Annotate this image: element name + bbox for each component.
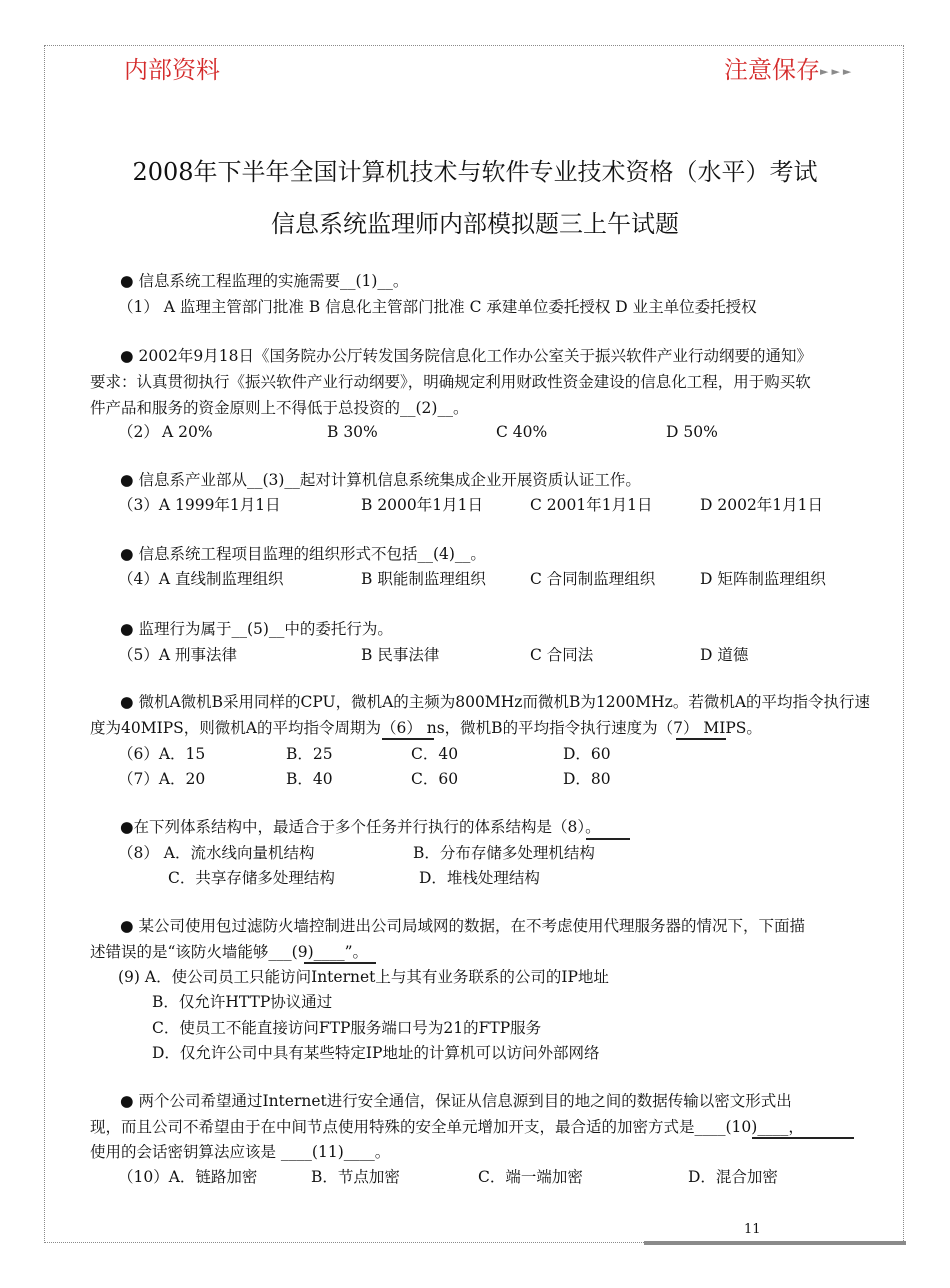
header-internal-label: 内部资料 [124, 56, 220, 84]
page-number: 11 [744, 1222, 761, 1237]
q8-option-d: D．堆栈处理结构 [419, 869, 540, 887]
q4-stem: ● 信息系统工程项目监理的组织形式不包括__(4)__。 [120, 545, 486, 563]
q5-stem: ● 监理行为属于__(5)__中的委托行为。 [120, 620, 393, 638]
footer-bar [644, 1241, 906, 1245]
page-title: 2008年下半年全国计算机技术与软件专业技术资格（水平）考试 [132, 158, 818, 186]
q9-option-d: D．仅允许公司中具有某些特定IP地址的计算机可以访问外部网络 [152, 1044, 600, 1062]
q1-stem: ● 信息系统工程监理的实施需要__(1)__。 [120, 272, 409, 290]
q9-option-c: C．使员工不能直接访问FTP服务端口号为21的FTP服务 [152, 1019, 542, 1037]
q9-stem-line1: ● 某公司使用包过滤防火墙控制进出公司局域网的数据，在不考虑使用代理服务器的情况下，下面描 [120, 917, 805, 935]
q7-option-d: D．80 [563, 770, 611, 788]
q3-option-a: （3）A 1999年1月1日 [118, 496, 281, 514]
q6-stem-line2: 度为40MIPS，则微机A的平均指令周期为（6） ns，微机B的平均指令执行速度为（7） MIPS。 [90, 719, 762, 737]
triangle-arrows-icon: ►►► [820, 65, 855, 78]
page-subtitle: 信息系统监理师内部模拟题三上午试题 [271, 210, 679, 238]
q8-option-c: C．共享存储多处理结构 [168, 869, 335, 887]
q10-option-c: C．端一端加密 [478, 1168, 583, 1186]
answer-blank-10 [752, 1137, 854, 1139]
q7-option-c: C．60 [411, 770, 459, 788]
q2-option-c: C 40% [496, 423, 548, 441]
q6-option-c: C．40 [411, 745, 459, 763]
q2-label: （2） [118, 423, 159, 441]
q8-stem: ●在下列体系结构中，最适合于多个任务并行执行的体系结构是（8）。 [120, 818, 601, 836]
header-keep-safe-text: 注意保存 [724, 56, 820, 84]
q3-option-b: B 2000年1月1日 [361, 496, 483, 514]
q10-stem-line2: 现，而且公司不希望由于在中间节点使用特殊的安全单元增加开支，最合适的加密方式是____(10)____， [90, 1118, 804, 1136]
q3-option-d: D 2002年1月1日 [700, 496, 824, 514]
header-keep-safe [724, 50, 854, 85]
q8-option-a: （8） A．流水线向量机结构 [118, 844, 315, 862]
answer-blank-7 [676, 738, 726, 740]
q7-option-b: B．40 [286, 770, 333, 788]
q10-stem-line1: ● 两个公司希望通过Internet进行安全通信，保证从信息源到目的地之间的数据传输以密文形式出 [120, 1092, 792, 1110]
q5-option-b: B 民事法律 [361, 646, 440, 664]
q5-option-c: C 合同法 [530, 646, 594, 664]
q10-option-a: （10）A．链路加密 [118, 1168, 258, 1186]
q1-options: （1） A 监理主管部门批准 B 信息化主管部门批准 C 承建单位委托授权 D 业主单位委托授权 [118, 298, 757, 316]
q2-option-d: D 50% [666, 423, 718, 441]
q5-option-a: （5）A 刑事法律 [118, 646, 237, 664]
q2-stem-line1: ● 2002年9月18日《国务院办公厅转发国务院信息化工作办公室关于振兴软件产业行动纲要的通知》 [120, 347, 812, 365]
q2-option-b: B 30% [327, 423, 378, 441]
q2-stem-line3: 件产品和服务的资金原则上不得低于总投资的__(2)__。 [90, 399, 469, 417]
q6-option-b: B．25 [286, 745, 333, 763]
q10-option-b: B．节点加密 [311, 1168, 400, 1186]
q4-option-b: B 职能制监理组织 [361, 570, 486, 588]
q2-option-a: A 20% [162, 423, 213, 441]
q4-option-c: C 合同制监理组织 [530, 570, 656, 588]
q3-option-c: C 2001年1月1日 [530, 496, 653, 514]
q6-stem-line1: ● 微机A微机B采用同样的CPU，微机A的主频为800MHz而微机B为1200MHz。若微机A的平均指令执行速 [120, 693, 871, 711]
q4-option-a: （4）A 直线制监理组织 [118, 570, 284, 588]
q10-option-d: D．混合加密 [688, 1168, 778, 1186]
q9-option-a: (9) A．使公司员工只能访问Internet上与其有业务联系的公司的IP地址 [118, 968, 609, 986]
q6-option-d: D．60 [563, 745, 611, 763]
q9-option-b: B．仅允许HTTP协议通过 [152, 993, 333, 1011]
q4-option-d: D 矩阵制监理组织 [700, 570, 826, 588]
answer-blank-8 [586, 838, 630, 840]
answer-blank-9 [304, 962, 376, 964]
q6-option-a: （6）A．15 [118, 745, 206, 763]
q2-stem-line2: 要求：认真贯彻执行《振兴软件产业行动纲要》，明确规定利用财政性资金建设的信息化工程，用于购买软 [90, 373, 811, 391]
q3-stem: ● 信息系产业部从__(3)__起对计算机信息系统集成企业开展资质认证工作。 [120, 471, 641, 489]
q5-option-d: D 道德 [700, 646, 749, 664]
q8-option-b: B．分布存储多处理机结构 [413, 844, 595, 862]
q7-option-a: （7）A．20 [118, 770, 206, 788]
answer-blank-6 [382, 738, 434, 740]
q10-stem-line3: 使用的会话密钥算法应该是 ____(11)____。 [90, 1143, 391, 1161]
q9-stem-line2: 述错误的是“该防火墙能够___(9)____”。 [90, 943, 369, 961]
